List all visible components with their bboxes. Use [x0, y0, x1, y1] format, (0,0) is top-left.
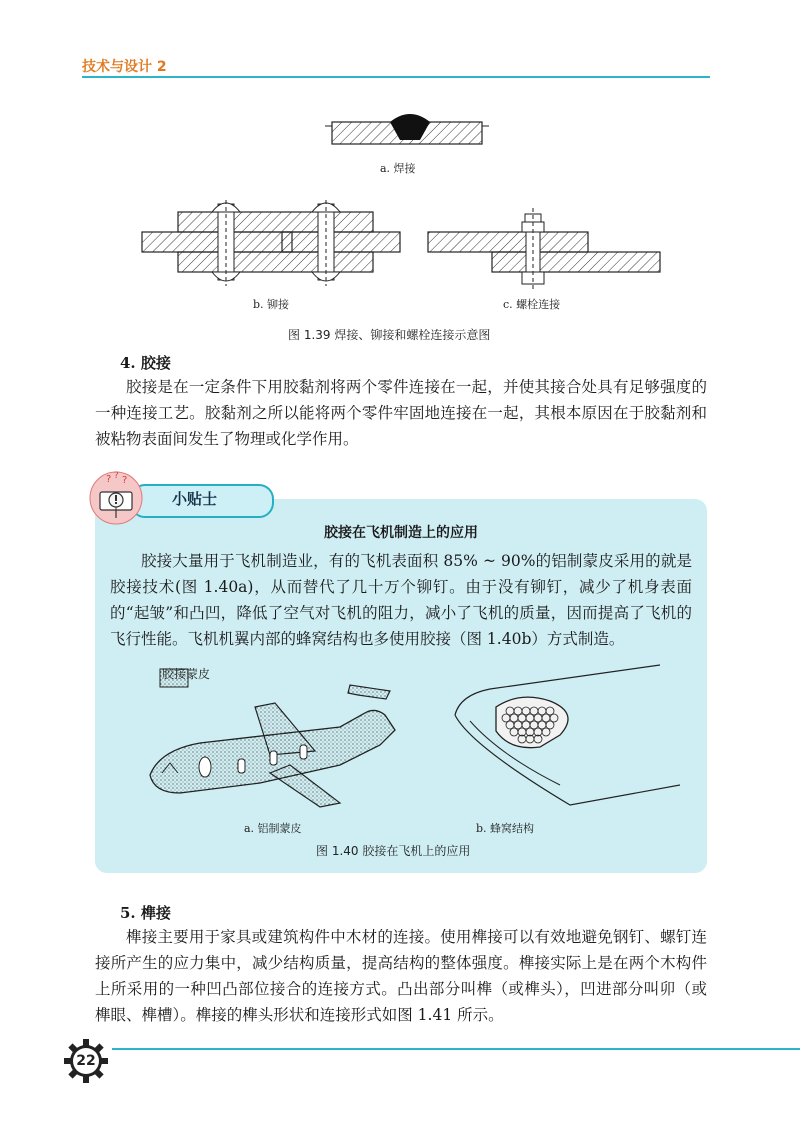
figure-139-label-b: b. 铆接: [253, 298, 290, 311]
section-4-heading: 4. 胶接: [120, 354, 171, 372]
weld-diagram: [325, 114, 489, 144]
header-divider: [82, 76, 710, 78]
figure-140-label-b: b. 蜂窝结构: [476, 822, 535, 835]
honeycomb-wing-icon: [455, 665, 680, 805]
figure-139-drawing: [130, 96, 670, 316]
section-5-heading: 5. 榫接: [120, 904, 171, 922]
figure-140-label-a: a. 铝制蒙皮: [244, 822, 302, 835]
figure-140-drawing: [140, 655, 680, 825]
section-4-paragraph: 胶接是在一定条件下用胶黏剂将两个零件连接在一起，并使其接合处具有足够强度的一种连接工艺。胶黏剂之所以能将两个零件牢固地连接在一起，其根本原因在于胶黏剂和被粘物表面间发生了物理或化学作用。: [95, 378, 707, 448]
svg-text:?: ?: [122, 475, 128, 486]
rivet-diagram: [142, 200, 400, 286]
figure-139-caption: 图 1.39 焊接、铆接和螺栓连接示意图: [288, 328, 491, 342]
svg-text:?: ?: [114, 471, 119, 481]
section-5-paragraph: 榫接主要用于家具或建筑构件中木材的连接。使用榫接可以有效地避免钢钉、螺钉连接所产生的应力集中，减少结构质量，提高结构的整体强度。榫接实际上是在两个木构件上所采用的一种凹凸部位接合的连接方式。凸出部分叫榫（或榫头），凹进部分叫卯（或榫眼、榫槽）。榫接的榫头形状和连接形式如图 1.41 所示。: [95, 928, 707, 1024]
figure-140-legend: 胶接蒙皮: [162, 667, 211, 681]
tip-title: 胶接在飞机制造上的应用: [324, 525, 478, 541]
running-header: 技术与设计 2: [82, 59, 167, 75]
airplane-icon: [150, 685, 395, 807]
tip-label: 小贴士: [172, 490, 218, 508]
figure-139-label-a: a. 焊接: [380, 162, 416, 175]
figure-139-label-c: c. 螺栓连接: [503, 298, 561, 311]
figure-140-caption: 图 1.40 胶接在飞机上的应用: [316, 844, 471, 858]
tip-icon: [86, 466, 146, 526]
footer-divider: [112, 1048, 800, 1050]
svg-text:?: ?: [106, 474, 112, 485]
bolt-diagram: [428, 208, 660, 290]
page-number: 22: [76, 1053, 96, 1069]
tip-paragraph: 胶接大量用于飞机制造业，有的飞机表面积 85% ~ 90%的铝制蒙皮采用的就是胶接技术(图 1.40a)，从而替代了几十万个铆钉。由于没有铆钉，减少了机身表面的“起皱”和凸凹，降低了空气对飞机的阻力，减小了飞机的质量，因而提高了飞机的飞行性能。飞机机翼内部的蜂窝结构也多使用胶接（图 1.40b）方式制造。: [110, 552, 692, 648]
